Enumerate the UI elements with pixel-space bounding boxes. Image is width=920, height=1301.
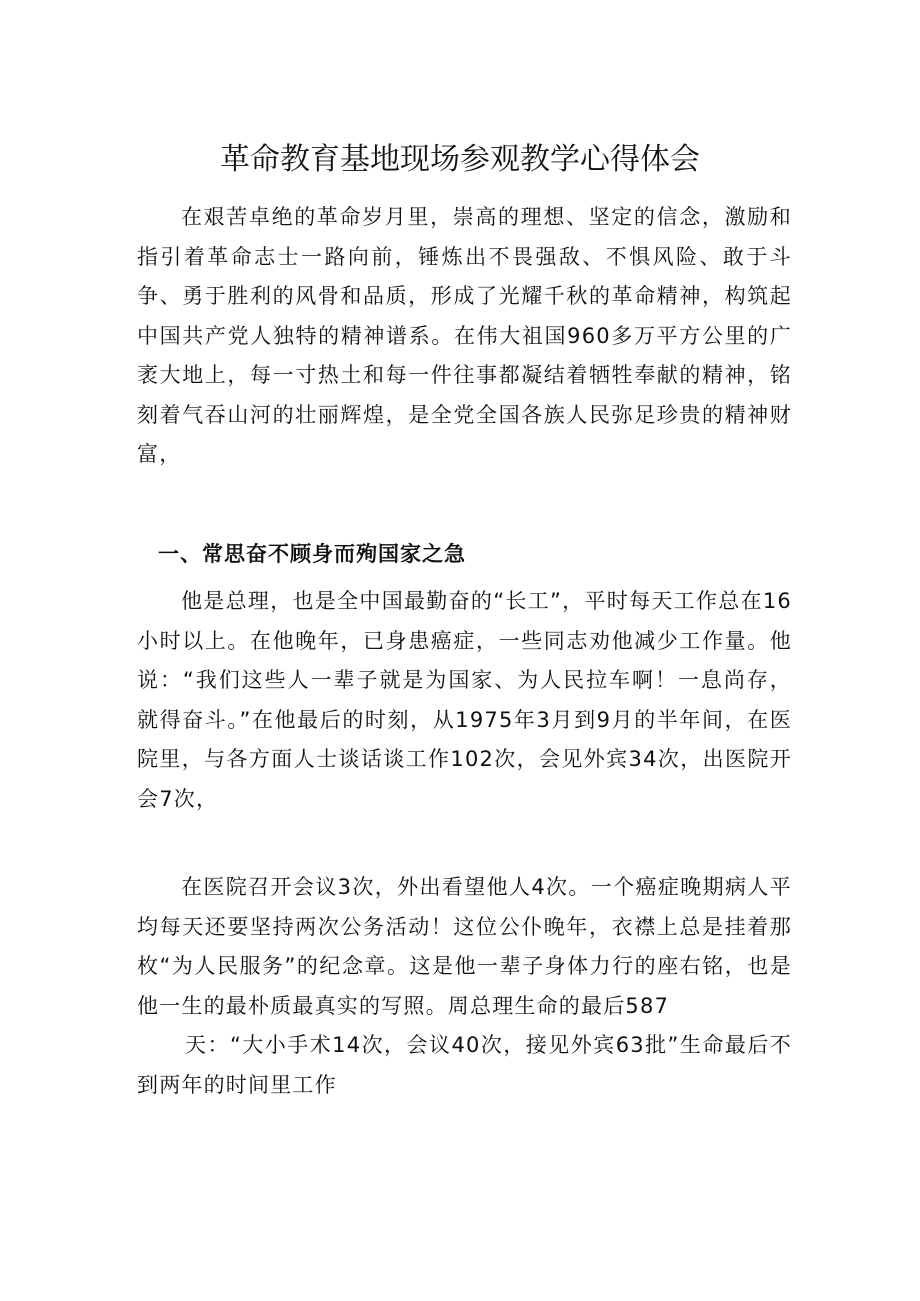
paragraph-hospital-work-main: 在医院召开会议3次，外出看望他人4次。一个癌症晚期病人平均每天还要坚持两次公务活动！这位公仆晚年，衣襟上总是挂着那枚“为人民服务”的纪念章。这是他一辈子身体力行的座右铭，也是他一生的最朴质最真实的写照。周总理生命的最后587 [137,875,792,1018]
paragraph-hospital-work [137,868,792,1105]
paragraph-premier-diligence: 他是总理，也是全中国最勤奋的“长工”，平时每天工作总在16小时以上。在他晚年，已身患癌症，一些同志劝他减少工作量。他说：“我们这些人一辈子就是为国家、为人民拉车啊！一息尚存，就得奋斗。”在他最后的时刻，从1975年3月到9月的半年间，在医院里，与各方面人士谈话谈工作102次，会见外宾34次，出医院开会7次， [137,589,792,811]
paragraph-hospital-work-tail: 天：“大小手术14次，会议40次，接见外宾63批”生命最后不到两年的时间里工作 [137,1033,792,1097]
section-heading-1: 一、常思奋不顾身而殉国家之急 [158,542,466,566]
document-title: 革命教育基地现场参观教学心得体会 [220,142,700,177]
paragraph-intro: 在艰苦卓绝的革命岁月里，崇高的理想、坚定的信念，激励和指引着革命志士一路向前，锤炼出不畏强敌、不惧风险、敢于斗争、勇于胜利的风骨和品质，形成了光耀千秋的革命精神，构筑起中国共产党人独特的精神谱系。在伟大祖国960多万平方公里的广袤大地上，每一寸热土和每一件往事都凝结着牺牲奉献的精神，铭刻着气吞山河的壮丽辉煌，是全党全国各族人民弥足珍贵的精神财富， [137,205,792,466]
